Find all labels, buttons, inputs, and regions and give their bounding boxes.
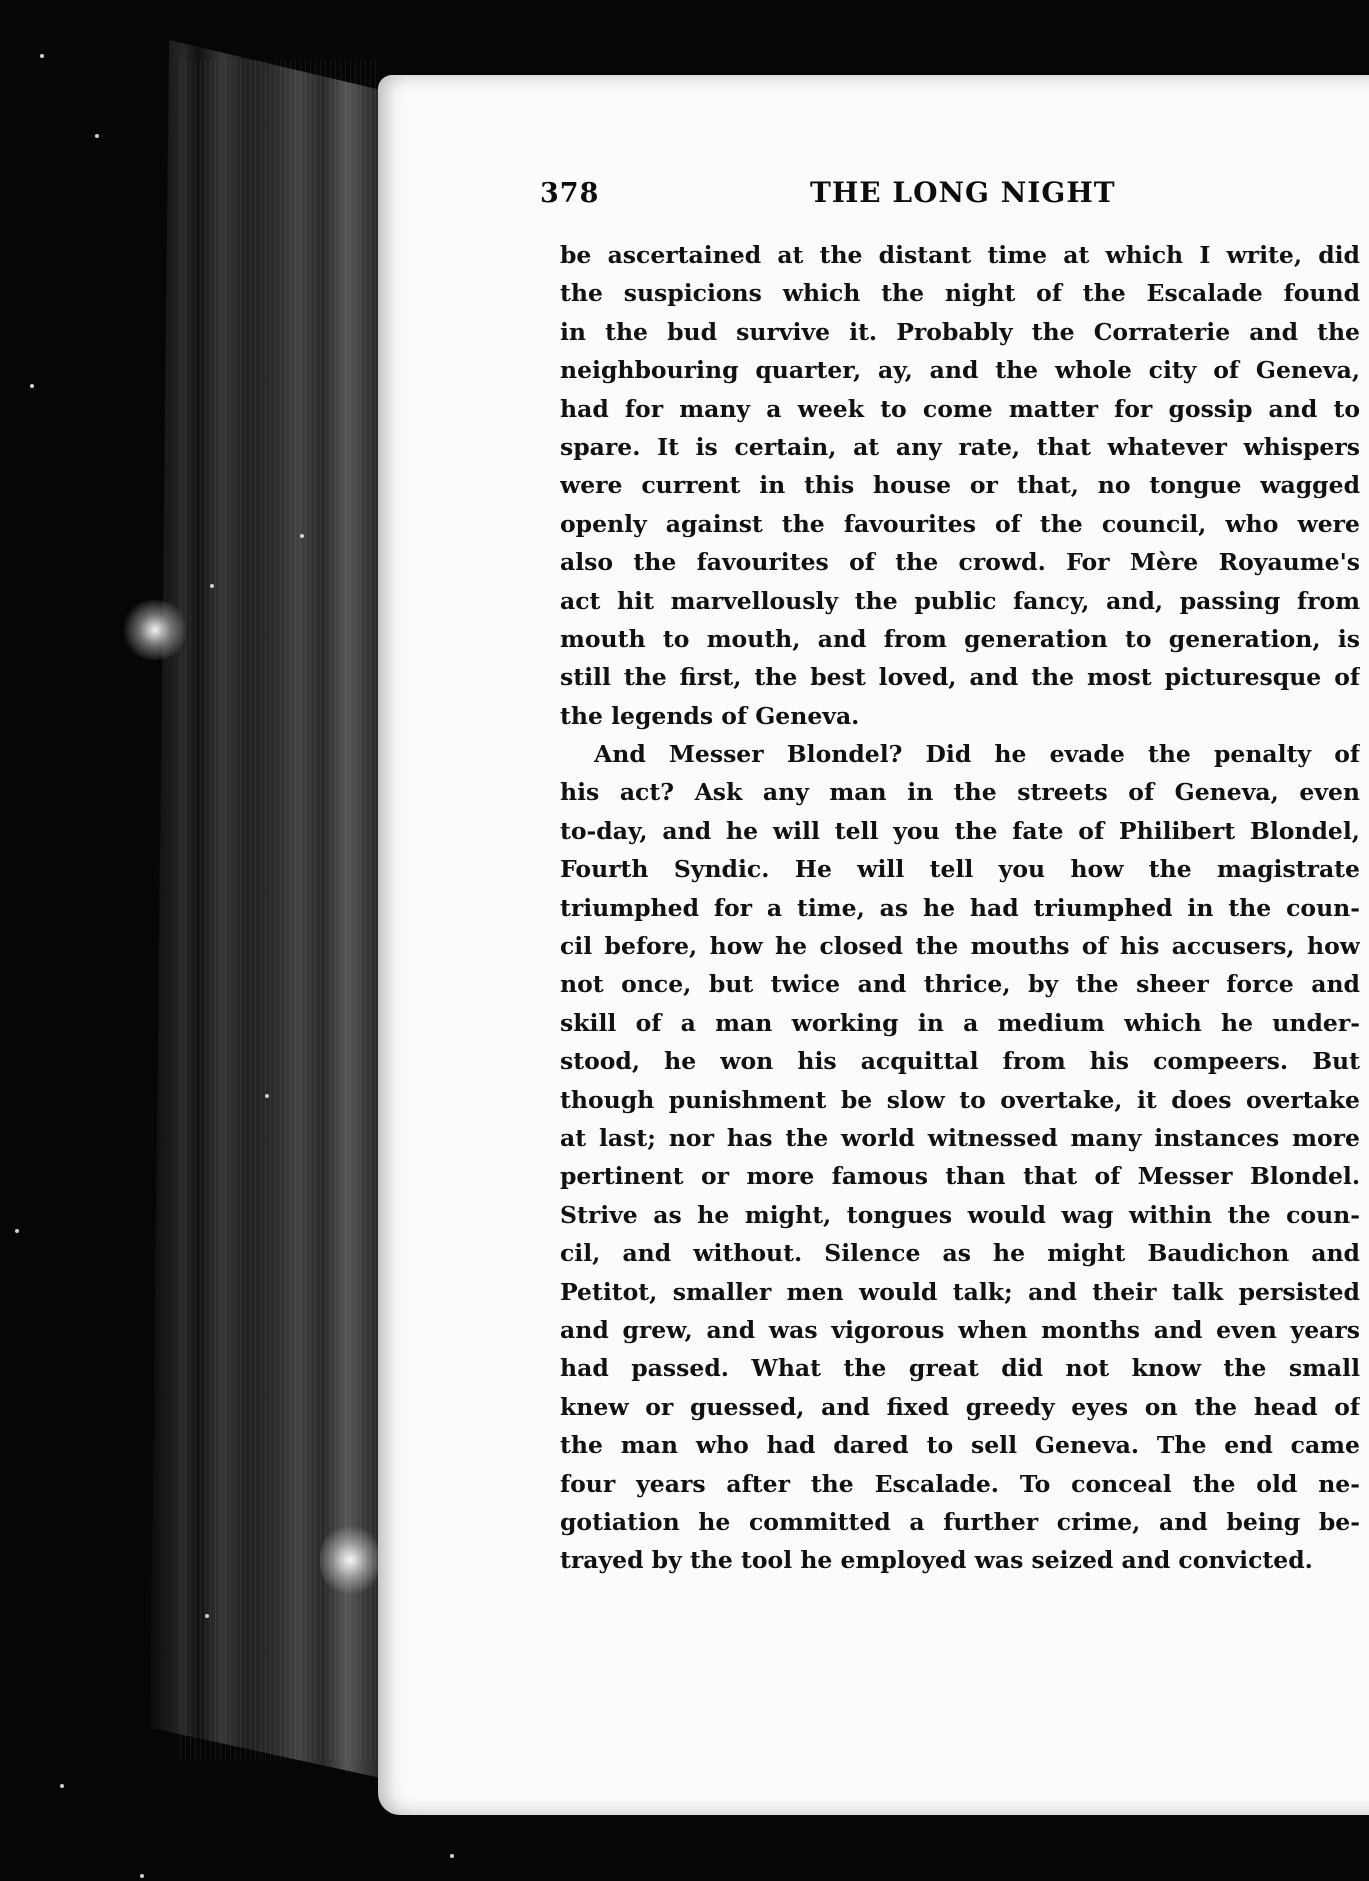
- page-header: [540, 170, 1360, 220]
- text-line: the legends of Geneva.: [560, 701, 860, 730]
- dust-speck: [210, 584, 214, 588]
- text-line: still the first, the best loved, and the most picturesque of: [560, 663, 1360, 692]
- text-line: Strive as he might, tongues would wag within the coun-: [560, 1200, 1360, 1229]
- light-glare: [320, 1520, 380, 1600]
- dust-speck: [40, 54, 44, 58]
- text-line: act hit marvellously the public fancy, and, passing from: [560, 586, 1360, 615]
- text-line: the man who had dared to sell Geneva. The end came: [560, 1431, 1360, 1460]
- text-line: were current in this house or that, no tongue wagged: [560, 471, 1360, 500]
- light-glare: [120, 600, 190, 660]
- dust-speck: [60, 1784, 64, 1788]
- text-line: not once, but twice and thrice, by the sheer force and: [560, 970, 1360, 999]
- dust-speck: [95, 134, 99, 138]
- text-line: cil before, how he closed the mouths of his accusers, how: [560, 932, 1360, 961]
- text-line: pertinent or more famous than that of Messer Blondel.: [560, 1162, 1360, 1191]
- text-line: in the bud survive it. Probably the Corraterie and the: [560, 317, 1360, 346]
- text-line: And Messer Blondel? Did he evade the penalty of: [594, 740, 1360, 769]
- text-line: mouth to mouth, and from generation to generation, is: [560, 624, 1360, 653]
- text-line: also the favourites of the crowd. For Mère Royaume's: [560, 548, 1360, 577]
- body-text: [560, 236, 1360, 1580]
- text-line: though punishment be slow to overtake, it does overtake: [560, 1085, 1360, 1114]
- page-number: 378: [540, 178, 600, 209]
- text-line: had for many a week to come matter for gossip and to: [560, 394, 1360, 423]
- text-line: and grew, and was vigorous when months and even years: [560, 1315, 1360, 1344]
- text-line: triumphed for a time, as he had triumphed in the coun-: [560, 893, 1360, 922]
- text-line: to-day, and he will tell you the fate of Philibert Blondel,: [560, 816, 1360, 845]
- text-line: Petitot, smaller men would talk; and their talk persisted: [560, 1277, 1360, 1306]
- dust-speck: [300, 534, 304, 538]
- text-line: had passed. What the great did not know the small: [560, 1354, 1360, 1383]
- dust-speck: [205, 1614, 209, 1618]
- text-line: spare. It is certain, at any rate, that whatever whispers: [560, 432, 1360, 461]
- text-line: neighbouring quarter, ay, and the whole city of Geneva,: [560, 356, 1360, 385]
- text-line: be ascertained at the distant time at which I write, did: [560, 241, 1360, 269]
- text-line: cil, and without. Silence as he might Baudichon and: [560, 1239, 1360, 1268]
- text-line: knew or guessed, and fixed greedy eyes on the head of: [560, 1392, 1360, 1421]
- text-line: his act? Ask any man in the streets of Geneva, even: [560, 778, 1360, 807]
- dust-speck: [450, 1854, 454, 1858]
- dust-speck: [265, 1094, 269, 1098]
- text-line: skill of a man working in a medium which he under-: [560, 1008, 1360, 1037]
- text-line: trayed by the tool he employed was seized and convicted.: [560, 1546, 1313, 1575]
- running-title: THE LONG NIGHT: [810, 176, 1116, 209]
- text-line: the suspicions which the night of the Escalade found: [560, 279, 1360, 308]
- text-line: openly against the favourites of the council, who were: [560, 509, 1360, 538]
- dust-speck: [15, 1229, 19, 1233]
- text-line: stood, he won his acquittal from his compeers. But: [560, 1047, 1360, 1076]
- text-line: Fourth Syndic. He will tell you how the magistrate: [560, 855, 1360, 884]
- text-line: gotiation he committed a further crime, and being be-: [560, 1507, 1360, 1536]
- page-edge-texture: [180, 60, 380, 1760]
- dust-speck: [140, 1874, 144, 1878]
- dust-speck: [30, 384, 34, 388]
- text-line: at last; nor has the world witnessed many instances more: [560, 1123, 1360, 1152]
- text-line: four years after the Escalade. To conceal the old ne-: [560, 1469, 1360, 1498]
